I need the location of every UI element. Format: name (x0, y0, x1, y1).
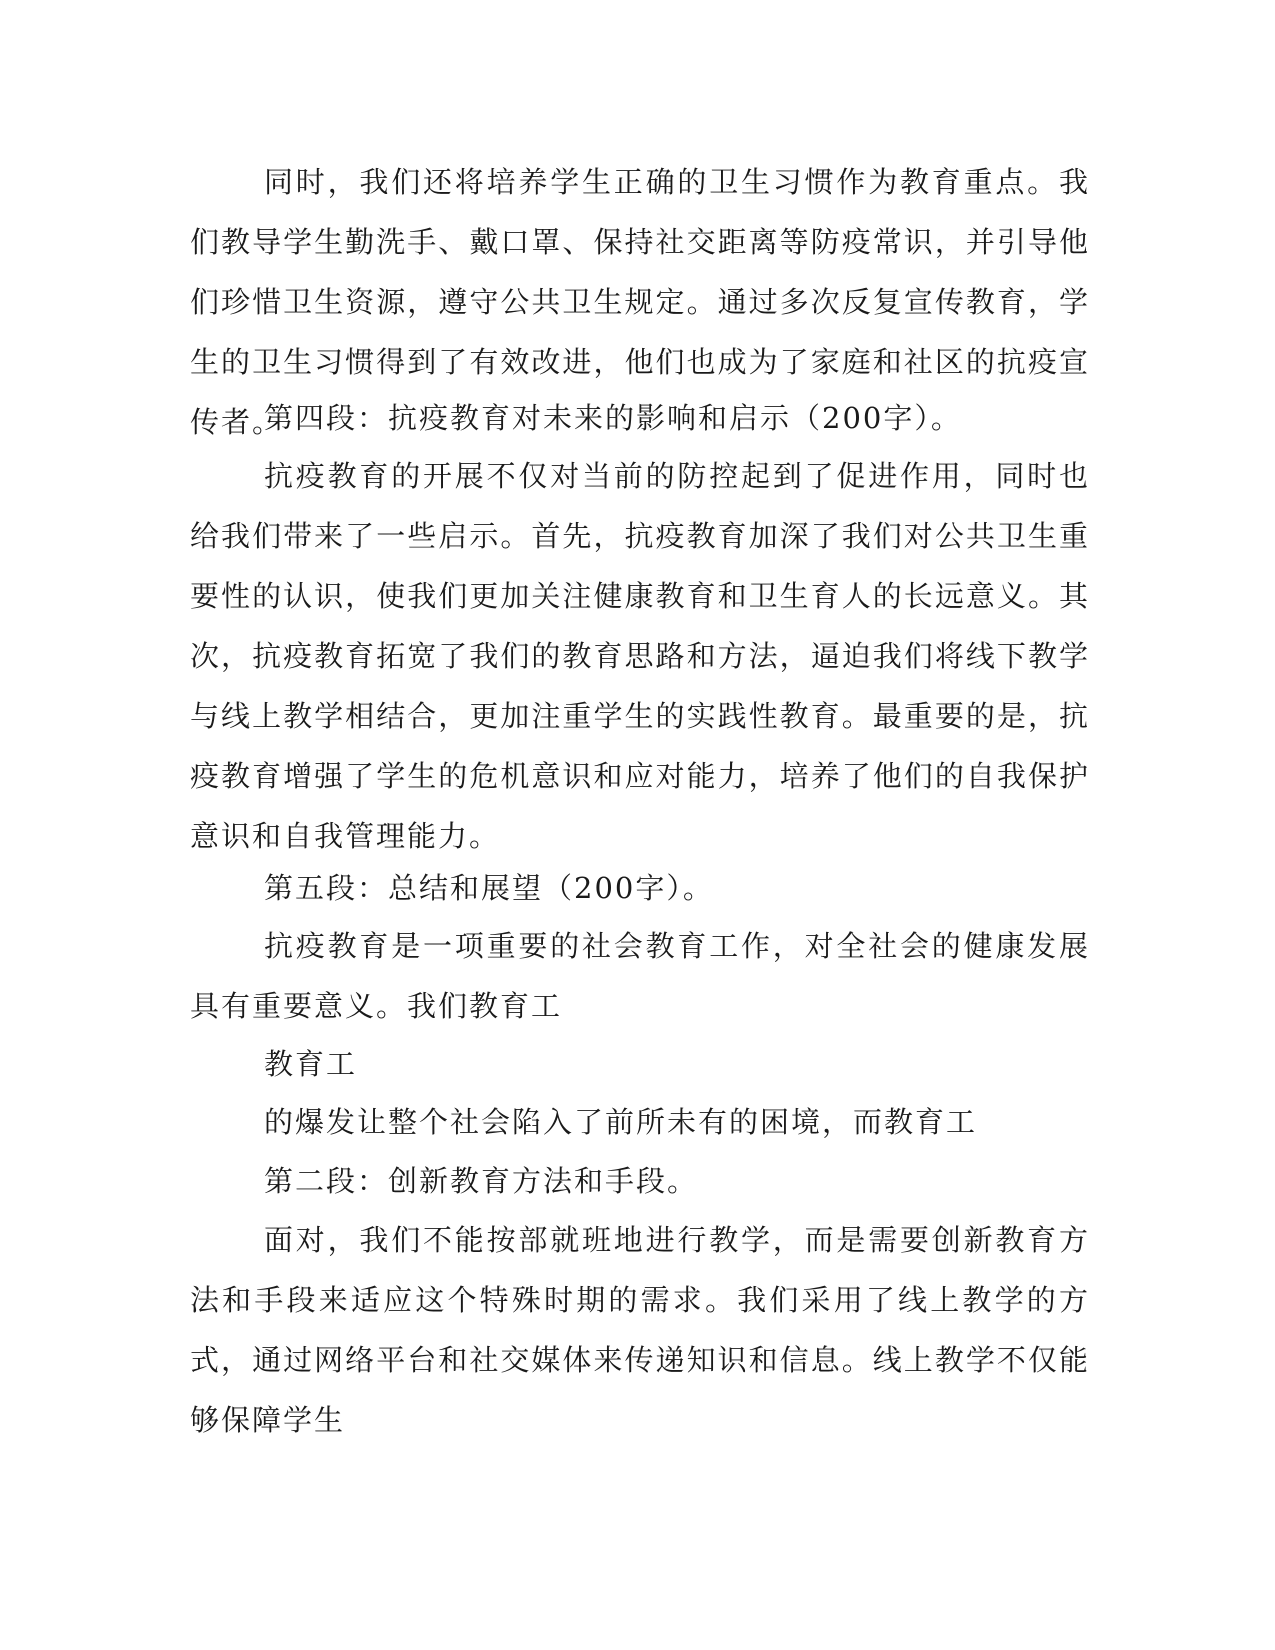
section-heading-4: 第四段：抗疫教育对未来的影响和启示（200字）。 (264, 401, 962, 435)
paragraph-summary: 抗疫教育是一项重要的社会教育工作，对全社会的健康发展具有重要意义。我们教育工 (190, 929, 1090, 1023)
paragraph-future-impact: 抗疫教育的开展不仅对当前的防控起到了促进作用，同时也给我们带来了一些启示。首先，抗疫教育加深了我们对公共卫生重要性的认识，使我们更加关注健康教育和卫生育人的长远意义。其次，抗疫教育拓宽了我们的教育思路和方法，逼迫我们将线下教学与线上教学相结合，更加注重学生的实践性教育。最重要的是，抗疫教育增强了学生的危机意识和应对能力，培养了他们的自我保护意识和自我管理能力。 (190, 459, 1090, 853)
fragment-line-1: 教育工 (264, 1047, 358, 1081)
paragraph-teaching-methods: 面对，我们不能按部就班地进行教学，而是需要创新教育方法和手段来适应这个特殊时期的需求。我们采用了线上教学的方式，通过网络平台和社交媒体来传递知识和信息。线上教学不仅能够保障学生 (190, 1223, 1090, 1437)
section-heading-5: 第五段：总结和展望（200字）。 (264, 871, 714, 905)
section-heading-2: 第二段：创新教育方法和手段。 (264, 1164, 699, 1198)
paragraph-hygiene-habits: 同时，我们还将培养学生正确的卫生习惯作为教育重点。我们教导学生勤洗手、戴口罩、保持社交距离等防疫常识，并引导他们珍惜卫生资源，遵守公共卫生规定。通过多次反复宣传教育，学生的卫生习惯得到了有效改进，他们也成为了家庭和社区的抗疫宣传者。 (190, 165, 1090, 439)
fragment-line-2: 的爆发让整个社会陷入了前所未有的困境，而教育工 (264, 1105, 978, 1139)
